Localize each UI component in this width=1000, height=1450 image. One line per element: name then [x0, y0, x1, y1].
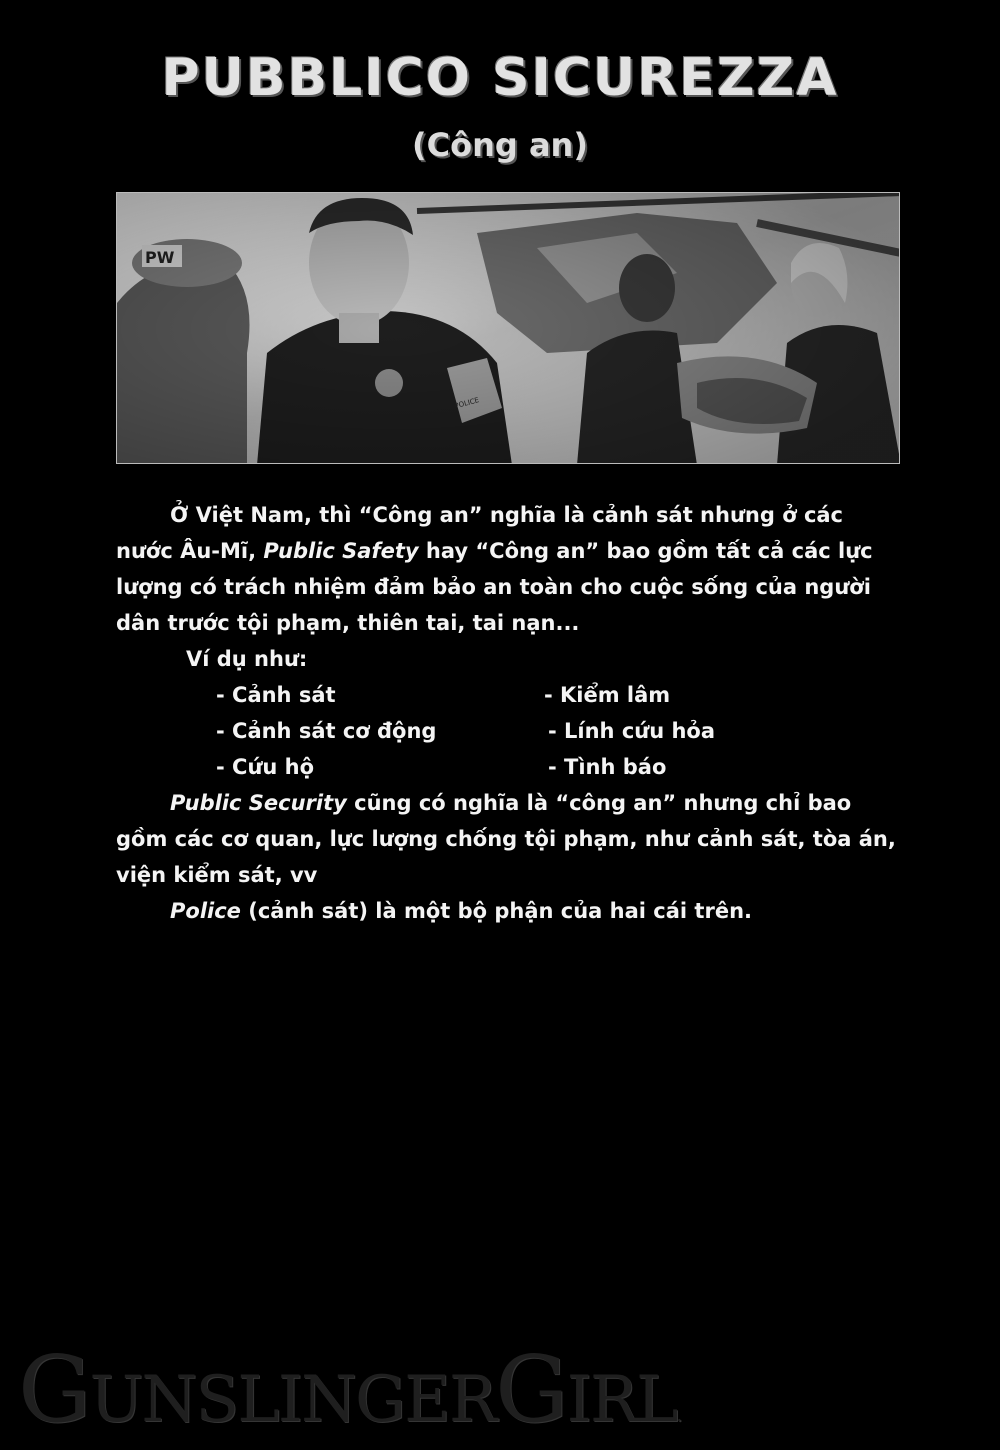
- paragraph-rest: cũng có nghĩa là “công an” nhưng chỉ bao gồm các cơ quan, lực lượng chống tội phạm, như cảnh sát, tòa án, viện kiểm sát, vv: [116, 791, 896, 887]
- emergency-services-photo: [116, 192, 900, 464]
- paragraph-public-safety: [116, 497, 906, 641]
- body-text: [116, 497, 906, 929]
- paragraph-rest: hay “Công an” bao gồm tất cả các lực lượng có trách nhiệm đảm bảo an toàn cho cuộc sống của người dân trước tội phạm, thiên tai, tai nạn...: [116, 539, 873, 635]
- term-police: Police: [170, 899, 241, 923]
- examples-row: [116, 677, 906, 713]
- examples-row: [116, 749, 906, 785]
- logo-mark: .: [676, 1405, 681, 1426]
- example-item: - Cảnh sát cơ động: [216, 719, 437, 743]
- paragraph-rest: (cảnh sát) là một bộ phận của hai cái trên.: [240, 899, 752, 923]
- example-item: - Cảnh sát: [216, 683, 336, 707]
- paragraph-lead: Ở Việt Nam, thì “Công an” nghĩa là cảnh sát nhưng ở các nước Âu-Mĩ,: [116, 503, 844, 563]
- example-item: - Tình báo: [548, 755, 667, 779]
- gunslinger-girl-logo: [18, 1336, 680, 1443]
- example-item: - Lính cứu hỏa: [548, 719, 716, 743]
- logo-text: GunslingerGirl: [18, 1336, 677, 1443]
- examples-row: [116, 713, 906, 749]
- page-subtitle: (Công an): [412, 126, 588, 164]
- example-item: - Kiểm lâm: [544, 683, 671, 707]
- paragraph-police: [116, 893, 906, 929]
- page-title: PUBBLICO SICUREZZA: [161, 48, 839, 108]
- term-public-safety: Public Safety: [263, 539, 419, 563]
- paragraph-public-security: [116, 785, 906, 893]
- examples-intro: Ví dụ như:: [186, 647, 308, 671]
- example-item: - Cứu hộ: [216, 755, 315, 779]
- term-public-security: Public Security: [170, 791, 347, 815]
